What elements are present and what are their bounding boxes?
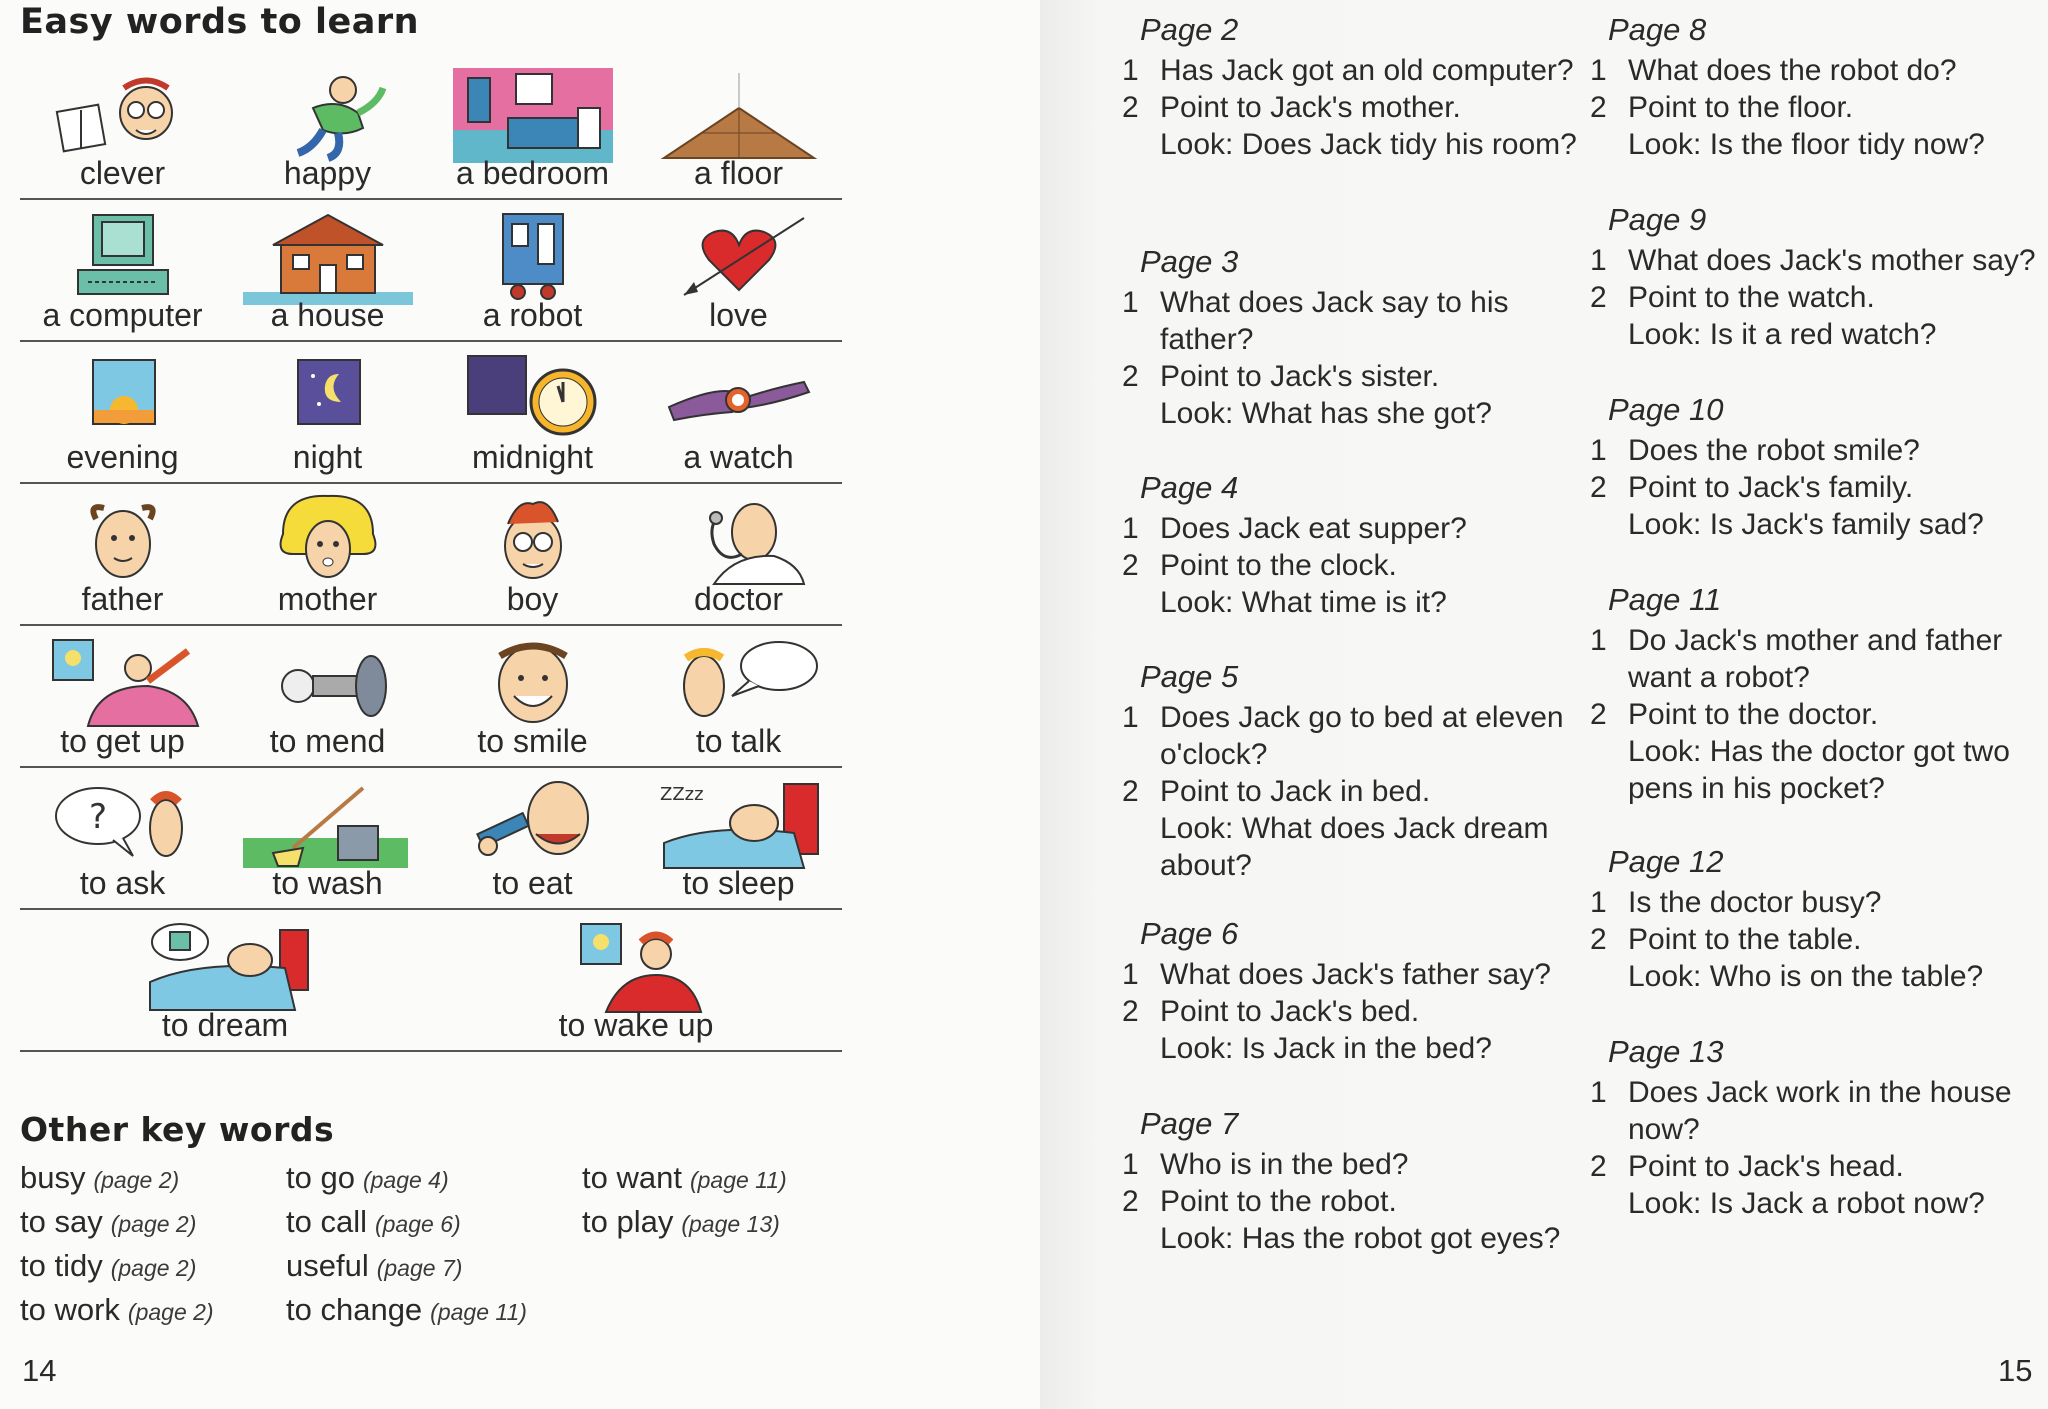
word-card <box>635 342 842 482</box>
question-block <box>1122 240 1590 432</box>
key-word-item: useful (page 7) <box>286 1248 463 1283</box>
question-number: 1 <box>1122 54 1139 87</box>
sleep-icon <box>654 778 824 873</box>
word-label: to sleep <box>682 865 795 901</box>
question-text: Look: Is Jack a robot now? <box>1628 1187 1985 1220</box>
question-item <box>1122 358 1590 395</box>
question-number: 2 <box>1122 1185 1139 1218</box>
question-block <box>1122 1102 1590 1257</box>
dream-icon <box>125 920 325 1015</box>
word-card <box>430 484 635 624</box>
question-text: Look: Is it a red watch? <box>1628 318 1937 351</box>
question-number: 1 <box>1590 54 1607 87</box>
question-number: 2 <box>1590 1150 1607 1183</box>
question-block <box>1590 578 2046 807</box>
svg-text:ZZzz: ZZzz <box>659 784 704 805</box>
question-text: What does Jack say to his father? <box>1160 286 1509 356</box>
question-item <box>1590 432 2046 469</box>
question-item <box>1590 89 2046 126</box>
question-text: Is the doctor busy? <box>1628 886 1882 919</box>
question-item <box>1122 993 1590 1030</box>
question-text: Look: Is Jack in the bed? <box>1160 1032 1492 1065</box>
question-text: Who is in the bed? <box>1160 1148 1409 1181</box>
word-label: to dream <box>161 1007 289 1043</box>
question-text: Look: What has she got? <box>1160 397 1492 430</box>
key-words-column <box>582 1160 787 1248</box>
key-word-item: to tidy (page 2) <box>20 1248 197 1283</box>
word-label: to get up <box>60 723 185 759</box>
ask-question-icon <box>38 778 208 873</box>
question-item <box>1590 1074 2046 1148</box>
question-block <box>1122 466 1590 621</box>
bedroom-icon <box>448 68 618 163</box>
night-moon-icon <box>243 352 413 447</box>
question-text: Point to Jack in bed. <box>1160 775 1431 808</box>
happy-man-icon <box>243 68 413 163</box>
word-card <box>20 342 225 482</box>
question-text: Point to Jack's head. <box>1628 1150 1904 1183</box>
question-page-title: Page 8 <box>1608 12 1707 47</box>
word-label: evening <box>66 439 179 475</box>
question-number: 1 <box>1122 701 1139 734</box>
question-page-title: Page 10 <box>1608 392 1724 427</box>
question-block <box>1590 198 2046 353</box>
question-text: Point to the doctor. <box>1628 698 1879 731</box>
question-item <box>1122 699 1590 773</box>
word-label: a watch <box>683 439 794 475</box>
word-row <box>20 626 842 768</box>
question-block <box>1122 912 1590 1067</box>
word-label: father <box>81 581 164 617</box>
question-page-title: Page 9 <box>1608 202 1707 237</box>
question-text: Does Jack eat supper? <box>1160 512 1467 545</box>
question-item <box>1590 469 2046 506</box>
look-prompt <box>1590 1185 2046 1222</box>
word-card <box>430 626 635 766</box>
word-card <box>225 200 430 340</box>
wash-mop-icon <box>243 778 413 873</box>
wristwatch-icon <box>654 352 824 447</box>
question-text: Does Jack go to bed at eleven o'clock? <box>1160 701 1564 771</box>
question-page-title: Page 11 <box>1608 582 1722 617</box>
question-text: Look: Is the floor tidy now? <box>1628 128 1985 161</box>
question-text: Look: What does Jack dream about? <box>1160 812 1549 882</box>
question-number: 1 <box>1590 886 1607 919</box>
word-card <box>225 484 430 624</box>
word-card <box>430 342 635 482</box>
word-label: doctor <box>694 581 783 617</box>
word-card <box>430 768 635 908</box>
question-item <box>1590 921 2046 958</box>
look-prompt <box>1122 1220 1590 1257</box>
key-word-item: to work (page 2) <box>20 1292 214 1327</box>
page-number: 14 <box>22 1353 57 1388</box>
key-word-item: to call (page 6) <box>286 1204 461 1239</box>
heart-arrow-icon <box>654 210 824 305</box>
question-text: What does the robot do? <box>1628 54 1957 87</box>
look-prompt <box>1590 958 2046 995</box>
easy-words-grid <box>20 58 842 1052</box>
question-item <box>1590 1148 2046 1185</box>
midnight-clock-icon <box>448 352 618 447</box>
question-item <box>1590 622 2046 696</box>
boy-face-icon <box>448 494 618 589</box>
question-page-title: Page 4 <box>1140 470 1239 505</box>
question-block <box>1590 8 2046 163</box>
question-text: Look: What time is it? <box>1160 586 1447 619</box>
word-label: to wake up <box>558 1007 714 1043</box>
word-label: boy <box>506 581 559 617</box>
question-item <box>1122 1183 1590 1220</box>
question-page-title: Page 6 <box>1140 916 1239 951</box>
question-block <box>1590 388 2046 543</box>
word-card <box>20 200 225 340</box>
question-page-title: Page 12 <box>1608 844 1724 879</box>
question-number: 1 <box>1122 512 1139 545</box>
question-number: 1 <box>1590 434 1607 467</box>
question-item <box>1590 696 2046 733</box>
easy-words-title: Easy words to learn <box>20 2 420 42</box>
word-row <box>20 768 842 910</box>
word-label: to mend <box>269 723 386 759</box>
word-label: happy <box>283 155 372 191</box>
word-card <box>225 58 430 198</box>
word-card <box>20 768 225 908</box>
right-page <box>1040 0 2048 1409</box>
word-row <box>20 200 842 342</box>
question-text: Point to Jack's sister. <box>1160 360 1440 393</box>
key-word-item: to play (page 13) <box>582 1204 780 1239</box>
wake-up-icon <box>551 920 721 1015</box>
floor-icon <box>654 68 824 163</box>
question-block <box>1122 655 1590 884</box>
word-label: to talk <box>695 723 782 759</box>
look-prompt <box>1122 126 1590 163</box>
word-card <box>225 768 430 908</box>
word-row <box>20 342 842 484</box>
word-label: a house <box>270 297 385 333</box>
sunset-icon <box>38 352 208 447</box>
word-card <box>635 200 842 340</box>
question-number: 1 <box>1122 1148 1139 1181</box>
question-block <box>1590 840 2046 995</box>
question-item <box>1122 547 1590 584</box>
smile-face-icon <box>448 636 618 731</box>
word-label: mother <box>277 581 378 617</box>
other-key-words-title: Other key words <box>20 1110 335 1149</box>
robot-icon <box>448 210 618 305</box>
look-prompt <box>1590 506 2046 543</box>
question-text: Point to the floor. <box>1628 91 1854 124</box>
question-number: 2 <box>1122 995 1139 1028</box>
word-label: love <box>709 297 768 333</box>
question-item <box>1122 773 1590 810</box>
question-page-title: Page 5 <box>1140 659 1239 694</box>
word-row <box>20 484 842 626</box>
question-block <box>1122 8 1590 163</box>
word-card <box>20 58 225 198</box>
question-number: 1 <box>1590 244 1607 277</box>
word-label: to smile <box>477 723 588 759</box>
question-item <box>1590 279 2046 316</box>
key-word-item: to change (page 11) <box>286 1292 527 1327</box>
question-text: Point to the clock. <box>1160 549 1397 582</box>
word-label: to wash <box>272 865 383 901</box>
word-card <box>430 910 842 1050</box>
svg-text:?: ? <box>88 797 107 837</box>
question-item <box>1590 242 2046 279</box>
question-number: 2 <box>1590 91 1607 124</box>
word-card <box>430 200 635 340</box>
question-page-title: Page 13 <box>1608 1034 1724 1069</box>
get-up-icon <box>38 636 208 731</box>
look-prompt <box>1122 584 1590 621</box>
question-item <box>1122 89 1590 126</box>
word-card <box>635 626 842 766</box>
word-card <box>635 58 842 198</box>
question-text: Look: Has the robot got eyes? <box>1160 1222 1561 1255</box>
computer-icon <box>38 210 208 305</box>
word-card <box>20 626 225 766</box>
question-item <box>1590 884 2046 921</box>
word-card <box>225 626 430 766</box>
question-text: Point to the robot. <box>1160 1185 1397 1218</box>
word-card <box>20 910 430 1050</box>
question-item <box>1122 510 1590 547</box>
question-number: 2 <box>1122 775 1139 808</box>
question-text: What does Jack's mother say? <box>1628 244 2036 277</box>
key-words-column <box>286 1160 527 1336</box>
eat-icon <box>448 778 618 873</box>
question-number: 2 <box>1590 923 1607 956</box>
word-row <box>20 58 842 200</box>
question-page-title: Page 7 <box>1140 1106 1239 1141</box>
question-number: 1 <box>1590 1076 1607 1109</box>
question-text: Do Jack's mother and father want a robot? <box>1628 624 2003 694</box>
question-number: 1 <box>1122 286 1139 319</box>
question-text: Point to Jack's family. <box>1628 471 1914 504</box>
key-words-column <box>20 1160 214 1336</box>
word-label: to eat <box>492 865 573 901</box>
word-label: clever <box>79 155 166 191</box>
question-text: Look: Who is on the table? <box>1628 960 1984 993</box>
question-page-title: Page 3 <box>1140 244 1239 279</box>
look-prompt <box>1122 810 1590 884</box>
question-block <box>1590 1030 2046 1222</box>
look-prompt <box>1590 316 2046 353</box>
question-item <box>1122 284 1590 358</box>
word-label: a robot <box>482 297 583 333</box>
question-text: What does Jack's father say? <box>1160 958 1551 991</box>
question-number: 1 <box>1122 958 1139 991</box>
mend-icon <box>243 636 413 731</box>
question-number: 2 <box>1122 91 1139 124</box>
question-text: Look: Does Jack tidy his room? <box>1160 128 1577 161</box>
key-word-item: to go (page 4) <box>286 1160 449 1195</box>
word-label: a computer <box>42 297 203 333</box>
clever-boy-icon <box>38 68 208 163</box>
key-word-item: busy (page 2) <box>20 1160 180 1195</box>
look-prompt <box>1122 1030 1590 1067</box>
question-number: 1 <box>1590 624 1607 657</box>
word-card <box>20 484 225 624</box>
look-prompt <box>1590 126 2046 163</box>
question-number: 2 <box>1122 549 1139 582</box>
question-number: 2 <box>1590 281 1607 314</box>
word-label: a bedroom <box>456 155 609 191</box>
question-text: Does the robot smile? <box>1628 434 1920 467</box>
father-face-icon <box>38 494 208 589</box>
word-card <box>635 484 842 624</box>
house-icon <box>243 210 413 305</box>
doctor-icon <box>654 494 824 589</box>
question-text: Point to the table. <box>1628 923 1862 956</box>
word-row <box>20 910 842 1052</box>
word-label: a floor <box>694 155 783 191</box>
question-item <box>1122 956 1590 993</box>
question-number: 2 <box>1590 471 1607 504</box>
question-text: Point to Jack's bed. <box>1160 995 1420 1028</box>
talk-bubble-icon <box>654 636 824 731</box>
question-page-title: Page 2 <box>1140 12 1239 47</box>
question-number: 2 <box>1122 360 1139 393</box>
question-text: Does Jack work in the house now? <box>1628 1076 2012 1146</box>
question-text: Point to the watch. <box>1628 281 1875 314</box>
mother-face-icon <box>243 494 413 589</box>
word-label: to ask <box>79 865 166 901</box>
question-text: Look: Has the doctor got two pens in his pocket? <box>1628 735 2010 805</box>
question-text: Point to Jack's mother. <box>1160 91 1461 124</box>
word-card <box>430 58 635 198</box>
look-prompt <box>1590 733 2046 807</box>
question-item <box>1122 1146 1590 1183</box>
word-label: night <box>292 439 363 475</box>
word-label: midnight <box>472 439 593 475</box>
question-number: 2 <box>1590 698 1607 731</box>
question-item <box>1590 52 2046 89</box>
word-card <box>635 768 842 908</box>
word-card <box>225 342 430 482</box>
look-prompt <box>1122 395 1590 432</box>
question-item <box>1122 52 1590 89</box>
question-text: Look: Is Jack's family sad? <box>1628 508 1984 541</box>
question-text: Has Jack got an old computer? <box>1160 54 1574 87</box>
page-number: 15 <box>1998 1353 2033 1388</box>
key-word-item: to want (page 11) <box>582 1160 787 1195</box>
key-word-item: to say (page 2) <box>20 1204 197 1239</box>
